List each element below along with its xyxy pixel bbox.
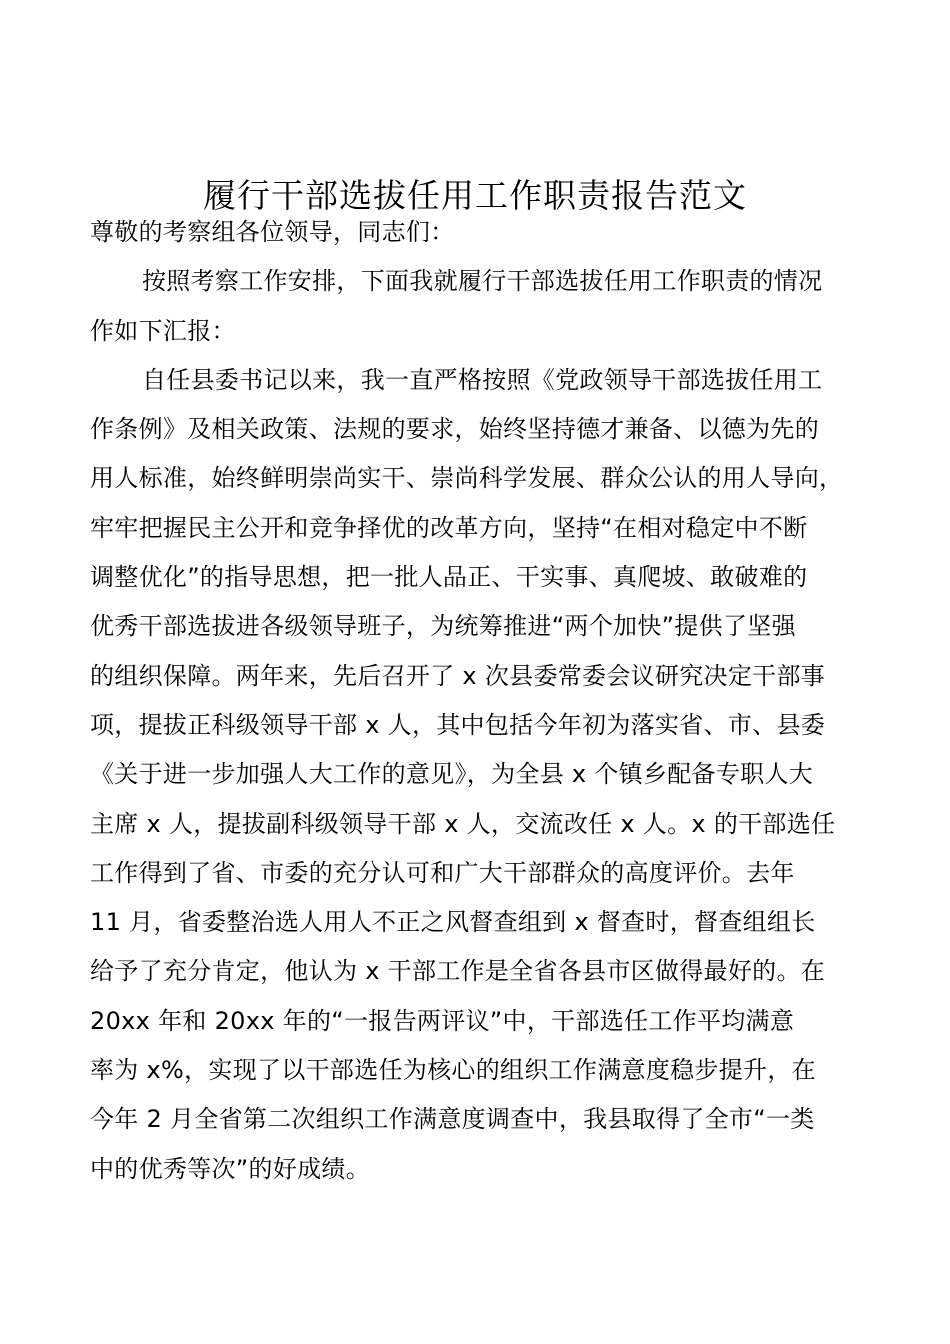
text-line: 优秀干部选拔进各级领导班子，为统筹推进“两个加快”提供了坚强 (90, 612, 796, 641)
text-line: 用人标准，始终鲜明崇尚实干、崇尚科学发展、群众公认的用人导向， (90, 464, 844, 493)
text-line: 工作得到了省、市委的充分认可和广大干部群众的高度评价。去年 (90, 858, 795, 887)
text-line: 调整优化”的指导思想，把一批人品正、干实事、真爬坡、敢破难的 (90, 563, 808, 592)
text-line: 《关于进一步加强人大工作的意见》，为全县 x 个镇乡配备专职人大 (90, 760, 814, 789)
paragraph-2 (90, 356, 890, 1194)
text-line: 率为 x%，实现了以干部选任为核心的组织工作满意度稳步提升，在 (90, 1056, 816, 1085)
text-line: 11 月，省委整治选人用人不正之风督查组到 x 督查时，督查组组长 (90, 908, 816, 937)
text-line: 的组织保障。两年来，先后召开了 x 次县委常委会议研究决定干部事 (90, 661, 826, 690)
text-line: 作条例》及相关政策、法规的要求，始终坚持德才兼备、以德为先的 (90, 415, 819, 444)
document-title: 履行干部选拔任用工作职责报告范文 (203, 176, 747, 215)
text-line: 主席 x 人，提拔副科级领导干部 x 人，交流改任 x 人。x 的干部选任 (90, 809, 836, 838)
salutation: 尊敬的考察组各位领导，同志们： (90, 218, 455, 246)
document-body (90, 208, 890, 1194)
text-line: 作如下汇报： (90, 316, 236, 345)
text-line: 今年 2 月全省第二次组织工作满意度调查中，我县取得了全市“一类 (90, 1105, 815, 1134)
text-line: 牢牢把握民主公开和竞争择优的改革方向，坚持“在相对稳定中不断 (90, 513, 808, 542)
text-line: 给予了充分肯定，他认为 x 干部工作是全省各县市区做得最好的。在 (90, 957, 826, 986)
text-line: 按照考察工作安排，下面我就履行干部选拔任用工作职责的情况 (142, 267, 823, 296)
text-line: 自任县委书记以来，我一直严格按照《党政领导干部选拔任用工 (142, 365, 823, 394)
text-line: 项，提拔正科级领导干部 x 人，其中包括今年初为落实省、市、县委 (90, 710, 826, 739)
text-line: 中的优秀等次”的好成绩。 (90, 1154, 371, 1183)
text-line: 20xx 年和 20xx 年的“一报告两评议”中，干部选任工作平均满意 (90, 1006, 795, 1035)
paragraph-1 (90, 257, 890, 356)
